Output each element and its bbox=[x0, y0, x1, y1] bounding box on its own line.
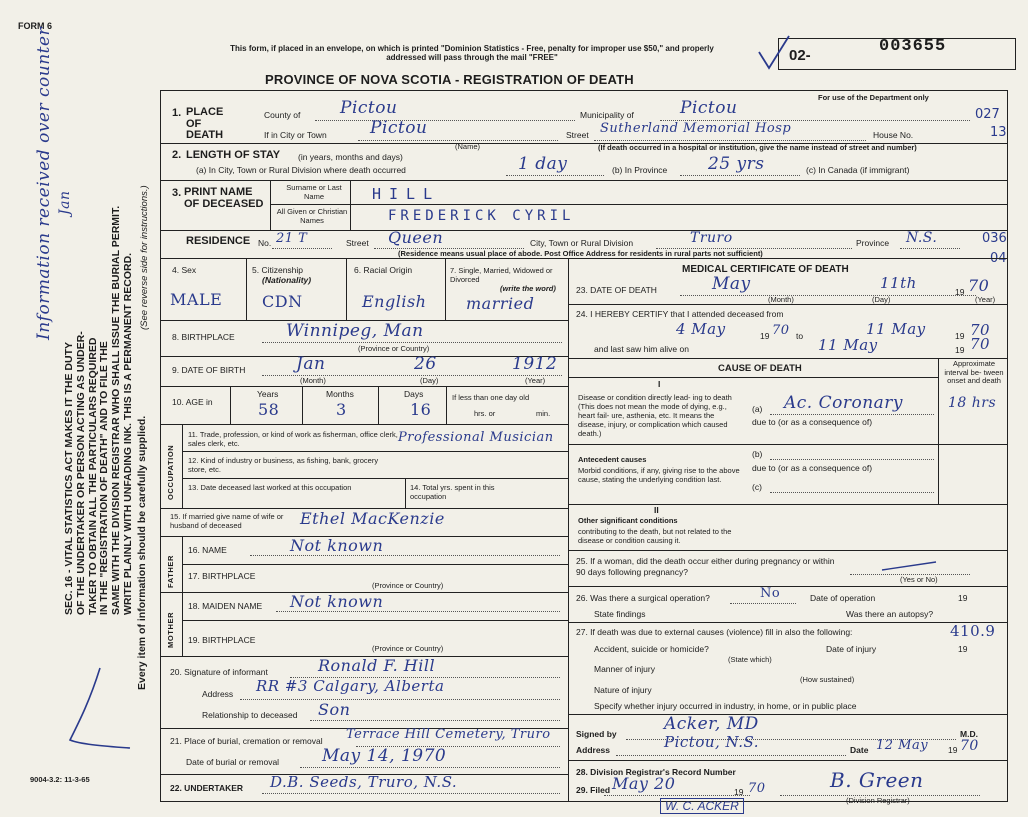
deceased-num: 3. bbox=[172, 187, 182, 199]
marital-value[interactable]: married bbox=[466, 294, 535, 313]
check-mark-icon bbox=[755, 34, 795, 74]
handwritten-counter-note: Information received over counter bbox=[34, 26, 54, 340]
mother-bp-note: (Province or Country) bbox=[372, 644, 444, 653]
spouse-label: 15. If married give name of wife or husband of deceased bbox=[170, 512, 284, 531]
registrar-signature: B. Green bbox=[830, 768, 924, 792]
division-record-label: 28. Division Registrar's Record Number bbox=[576, 767, 736, 777]
filed-label: 29. Filed bbox=[576, 785, 611, 795]
signed-by-label: Signed by bbox=[576, 729, 617, 739]
signed-by-value[interactable]: Acker, MD bbox=[664, 714, 759, 734]
cause-a-marker: (a) bbox=[752, 404, 763, 414]
father-birthplace-label: 17. BIRTHPLACE bbox=[188, 571, 256, 581]
residence-prov-value[interactable]: N.S. bbox=[906, 230, 938, 246]
residence-note: (Residence means usual place of abode. Post Office Address for residents in rural parts not sufficient) bbox=[398, 249, 763, 258]
municipality-label: Municipality of bbox=[580, 110, 634, 120]
municipality-value[interactable]: Pictou bbox=[680, 98, 738, 118]
dob-label: 9. DATE OF BIRTH bbox=[172, 365, 246, 375]
physician-address-label: Address bbox=[576, 745, 611, 755]
trade-value[interactable]: Professional Musician bbox=[398, 430, 554, 445]
age-years-value[interactable]: 58 bbox=[258, 400, 280, 419]
age-days-label: Days bbox=[404, 389, 424, 399]
dod-year[interactable]: 70 bbox=[968, 276, 990, 295]
birthplace-note: (Province or Country) bbox=[358, 344, 430, 353]
age-days-value[interactable]: 16 bbox=[410, 400, 432, 419]
reg-number: 003655 bbox=[879, 37, 947, 56]
part-two: II bbox=[654, 505, 659, 515]
birthplace-label: 8. BIRTHPLACE bbox=[172, 332, 235, 342]
to-label: to bbox=[796, 331, 804, 341]
stay-a-label: (a) In City, Town or Rural Division where death occurred bbox=[196, 165, 406, 175]
manner-injury-label: Manner of injury bbox=[594, 664, 655, 674]
residence-prov-label: Province bbox=[856, 238, 890, 248]
filed-year[interactable]: 70 bbox=[748, 781, 766, 796]
dod-month[interactable]: May bbox=[712, 274, 751, 294]
stay-b-label: (b) In Province bbox=[612, 165, 668, 175]
registration-number-box bbox=[778, 38, 1016, 70]
sex-value[interactable]: MALE bbox=[170, 290, 223, 309]
dept-use-label: For use of the Department only bbox=[818, 93, 929, 102]
last-saw-value[interactable]: 11 May bbox=[818, 336, 878, 354]
how-sustained-note: (How sustained) bbox=[800, 675, 855, 684]
residence-city-value[interactable]: Truro bbox=[690, 230, 733, 246]
residence-street-label: Street bbox=[346, 238, 369, 248]
city-label: If in City or Town bbox=[264, 130, 327, 140]
pregnancy-dash-icon bbox=[880, 558, 940, 574]
state-which-note: (State which) bbox=[728, 655, 772, 664]
informant-value[interactable]: Ronald F. Hill bbox=[318, 656, 436, 675]
dod-month-note: (Month) bbox=[768, 295, 794, 304]
dob-month[interactable]: Jan bbox=[296, 354, 326, 374]
age-years-label: Years bbox=[257, 389, 279, 399]
every-item-note: Every item of information should be carefully supplied. bbox=[136, 415, 148, 690]
dept-code-3: 036 bbox=[982, 231, 1007, 246]
dob-day-note: (Day) bbox=[420, 376, 439, 385]
dept-code-2: 13 bbox=[990, 125, 1007, 140]
cause-title: CAUSE OF DEATH bbox=[718, 363, 802, 374]
maiden-name-label: 18. MAIDEN NAME bbox=[188, 601, 263, 611]
informant-address-label: Address bbox=[202, 689, 234, 699]
less-day-label: If less than one day old bbox=[452, 393, 530, 402]
dob-year[interactable]: 1912 bbox=[512, 354, 558, 374]
maiden-name-value[interactable]: Not known bbox=[290, 592, 384, 611]
reg-prefix: 02- bbox=[789, 47, 811, 64]
burial-place-value[interactable]: Terrace Hill Cemetery, Truro bbox=[346, 727, 551, 742]
stay-c-label: (c) In Canada (if immigrant) bbox=[806, 165, 910, 175]
residence-city-label: City, Town or Rural Division bbox=[530, 238, 634, 248]
medical-title: MEDICAL CERTIFICATE OF DEATH bbox=[682, 264, 849, 275]
attended-to-year[interactable]: 70 bbox=[970, 321, 991, 339]
filed-value[interactable]: May 20 bbox=[612, 774, 676, 793]
informant-address-value[interactable]: RR #3 Calgary, Alberta bbox=[256, 677, 445, 695]
part-one: I bbox=[658, 379, 661, 389]
dob-day[interactable]: 26 bbox=[414, 354, 437, 374]
direct-cause-label: Disease or condition directly lead- ing to death (This does not mean the mode of dying, e.g., heart fail- ure, asthenia, etc. It means the disease, injury, or complication which caused death.) bbox=[578, 393, 732, 438]
physician-stamp: W. C. ACKER bbox=[660, 798, 744, 814]
date-operation-year-prefix: 19 bbox=[958, 593, 968, 603]
date-injury-year-prefix: 19 bbox=[958, 644, 968, 654]
father-bp-note: (Province or Country) bbox=[372, 581, 444, 590]
attended-from[interactable]: 4 May bbox=[676, 320, 726, 338]
accident-label: Accident, suicide or homicide? bbox=[594, 644, 709, 654]
marital-sub: (write the word) bbox=[500, 284, 556, 293]
other-conditions-sub: contributing to the death, but not related to the disease or condition causing it. bbox=[578, 527, 732, 545]
other-conditions-label: Other significant conditions bbox=[578, 516, 678, 525]
informant-label: 20. Signature of informant bbox=[170, 667, 268, 677]
given-names-value[interactable]: FREDERICK CYRIL bbox=[388, 208, 575, 224]
last-saw-year-prefix: 19 bbox=[955, 345, 965, 355]
citizenship-value[interactable]: CDN bbox=[262, 292, 303, 311]
house-label: House No. bbox=[873, 130, 914, 140]
father-name-label: 16. NAME bbox=[188, 545, 227, 555]
attended-to-year-prefix: 19 bbox=[955, 331, 965, 341]
physician-address-value[interactable]: Pictou, N.S. bbox=[664, 733, 759, 751]
trade-label: 11. Trade, profession, or kind of work as fisherman, office clerk, sales clerk, etc. bbox=[188, 430, 398, 449]
specify-injury-label: Specify whether injury occurred in industry, in home, or in public place bbox=[594, 701, 857, 711]
spouse-value[interactable]: Ethel MacKenzie bbox=[300, 509, 445, 528]
min-label: min. bbox=[536, 409, 551, 418]
yes-no-note: (Yes or No) bbox=[900, 575, 938, 584]
place-of-death-label: PLACE OF DEATH bbox=[186, 106, 224, 142]
residence-no-value[interactable]: 21 T bbox=[276, 231, 308, 246]
undertaker-label: 22. UNDERTAKER bbox=[170, 783, 244, 793]
stay-label: LENGTH OF STAY bbox=[186, 149, 281, 161]
residence-label: RESIDENCE bbox=[186, 235, 251, 247]
dob-year-note: (Year) bbox=[525, 376, 546, 385]
last-saw-year[interactable]: 70 bbox=[970, 335, 991, 353]
form-code: 9004-3.2: 11-3-65 bbox=[30, 775, 90, 784]
residence-street-value[interactable]: Queen bbox=[388, 228, 444, 247]
dept-code-1: 027 bbox=[975, 107, 1000, 122]
handwritten-initials: Jan bbox=[57, 190, 73, 215]
division-registrar-note: (Division Registrar) bbox=[846, 796, 910, 805]
citizenship-label: 5. Citizenship bbox=[252, 265, 304, 275]
pregnancy-question: 25. If a woman, did the death occur either during pregnancy or within 90 days following pregnancy? bbox=[576, 556, 835, 578]
attended-from-year[interactable]: 70 bbox=[772, 323, 790, 338]
signature-scribble-icon bbox=[60, 660, 140, 760]
last-saw-label: and last saw him alive on bbox=[594, 344, 689, 354]
given-names-label: All Given or Christian Names bbox=[276, 207, 348, 225]
burial-place-label: 21. Place of burial, cremation or removal bbox=[170, 736, 323, 746]
hrs-label: hrs. or bbox=[474, 409, 496, 418]
date-injury-label: Date of injury bbox=[826, 644, 877, 654]
citizenship-sub: (Nationality) bbox=[262, 275, 312, 285]
interval-label: Approximate interval be- tween onset and death bbox=[944, 359, 1004, 386]
mail-notice: This form, if placed in an envelope, on which is printed "Dominion Statistics - Free, penalty for improper use $50," and properly addressed will pass through the mail "FREE" bbox=[230, 44, 714, 63]
external-causes-label: 27. If death was due to external causes (violence) fill in also the following: bbox=[576, 627, 853, 637]
racial-origin-label: 6. Racial Origin bbox=[354, 265, 413, 275]
undertaker-value[interactable]: D.B. Seeds, Truro, N.S. bbox=[270, 773, 458, 791]
deceased-label: PRINT NAME OF DECEASED bbox=[184, 186, 264, 210]
age-label: 10. AGE in bbox=[172, 397, 213, 407]
cert-year-value[interactable]: 70 bbox=[960, 738, 979, 754]
see-reverse-note: (See reverse side for instructions.) bbox=[139, 185, 150, 330]
dept-code-4: 04 bbox=[990, 251, 1007, 266]
certify-label: 24. I HEREBY CERTIFY that I attended deceased from bbox=[576, 309, 784, 319]
date-operation-label: Date of operation bbox=[810, 593, 876, 603]
sex-label: 4. Sex bbox=[172, 265, 197, 275]
interval-a-value[interactable]: 18 hrs bbox=[948, 395, 997, 411]
hosp-note: (If death occurred in a hospital or institution, give the name instead of street and number) bbox=[598, 143, 917, 152]
state-findings-label: State findings bbox=[594, 609, 646, 619]
cert-date-value[interactable]: 12 May bbox=[876, 738, 929, 753]
county-label: County of bbox=[264, 110, 301, 120]
burial-date-label: Date of burial or removal bbox=[186, 757, 280, 767]
form-number: FORM 6 bbox=[18, 21, 53, 31]
dod-day-note: (Day) bbox=[872, 295, 891, 304]
age-months-value[interactable]: 3 bbox=[336, 400, 347, 419]
attended-to[interactable]: 11 May bbox=[866, 320, 926, 338]
racial-origin-value[interactable]: English bbox=[362, 292, 427, 311]
external-code[interactable]: 410.9 bbox=[950, 622, 996, 640]
surgery-value[interactable]: No bbox=[760, 586, 781, 601]
due-to-a: due to (or as a consequence of) bbox=[752, 417, 873, 427]
dod-year-note: (Year) bbox=[975, 295, 996, 304]
md-label: M.D. bbox=[960, 729, 978, 739]
birthplace-value[interactable]: Winnipeg, Man bbox=[286, 321, 424, 341]
total-yrs-label: 14. Total yrs. spent in this occupation bbox=[410, 483, 495, 502]
name-note: (Name) bbox=[455, 142, 481, 151]
residence-no-label: No. bbox=[258, 238, 272, 248]
due-to-b: due to (or as a consequence of) bbox=[752, 463, 873, 473]
place-of-death-num: 1. bbox=[172, 107, 182, 119]
stay-b-value[interactable]: 25 yrs bbox=[708, 154, 765, 174]
stay-a-value[interactable]: 1 day bbox=[518, 154, 568, 174]
last-worked-label: 13. Date deceased last worked at this occupation bbox=[188, 483, 352, 492]
county-value[interactable]: Pictou bbox=[340, 98, 398, 118]
cause-c-marker: (c) bbox=[752, 482, 762, 492]
relationship-value[interactable]: Son bbox=[318, 700, 351, 719]
burial-date-value[interactable]: May 14, 1970 bbox=[322, 746, 447, 766]
dod-label: 23. DATE OF DEATH bbox=[576, 285, 657, 295]
industry-label: 12. Kind of industry or business, as fishing, bank, grocery store, etc. bbox=[188, 456, 379, 475]
cause-b-marker: (b) bbox=[752, 449, 763, 459]
dob-month-note: (Month) bbox=[300, 376, 326, 385]
father-label: FATHER bbox=[166, 554, 175, 588]
street-value[interactable]: Sutherland Memorial Hosp bbox=[600, 121, 792, 136]
stay-num: 2. bbox=[172, 149, 182, 161]
dod-day[interactable]: 11th bbox=[880, 274, 917, 292]
side-instructions: SEC. 16 - VITAL STATISTICS ACT MAKES IT THE DUTY OF THE UNDERTAKER OR PERSON ACTING AS UNDER- TAKER TO OBTAIN ALL THE PARTICULARS REQUIRED IN THE "REGISTRATION OF DEATH" AND TO FILE THE SAME WITH THE DIVISION REGISTRAR WHO SHALL ISSUE THE BURIAL PERMIT. WRITE PLAINLY WITH UNFADING INK. THIS IS A PERMANENT RECORD. bbox=[63, 205, 134, 615]
surname-label: Surname or Last Name bbox=[286, 183, 342, 201]
cert-date-label: Date bbox=[850, 745, 869, 755]
city-value[interactable]: Pictou bbox=[370, 118, 428, 138]
dod-year-prefix: 19 bbox=[955, 287, 965, 297]
antecedent-sub: Morbid conditions, if any, giving rise to the above cause, stating the underlying condition last. bbox=[578, 466, 740, 484]
cert-year-prefix: 19 bbox=[948, 745, 958, 755]
antecedent-label: Antecedent causes bbox=[578, 455, 647, 464]
stay-sub: (in years, months and days) bbox=[298, 152, 403, 162]
father-name-value[interactable]: Not known bbox=[290, 536, 384, 555]
relationship-label: Relationship to deceased bbox=[202, 710, 298, 720]
form-title: PROVINCE OF NOVA SCOTIA - REGISTRATION OF DEATH bbox=[265, 72, 634, 87]
filed-year-prefix: 19 bbox=[734, 787, 744, 797]
mother-label: MOTHER bbox=[166, 611, 175, 648]
marital-label: 7. Single, Married, Widowed or Divorced bbox=[450, 266, 553, 284]
surgery-question: 26. Was there a surgical operation? bbox=[576, 593, 710, 603]
age-months-label: Months bbox=[326, 389, 354, 399]
street-label: Street bbox=[566, 130, 589, 140]
autopsy-question: Was there an autopsy? bbox=[846, 609, 934, 619]
occupation-label: OCCUPATION bbox=[166, 444, 175, 500]
nature-injury-label: Nature of injury bbox=[594, 685, 652, 695]
surname-value[interactable]: HILL bbox=[372, 185, 441, 203]
mother-birthplace-label: 19. BIRTHPLACE bbox=[188, 635, 256, 645]
cause-a-value[interactable]: Ac. Coronary bbox=[784, 393, 904, 413]
attended-from-year-prefix: 19 bbox=[760, 331, 770, 341]
